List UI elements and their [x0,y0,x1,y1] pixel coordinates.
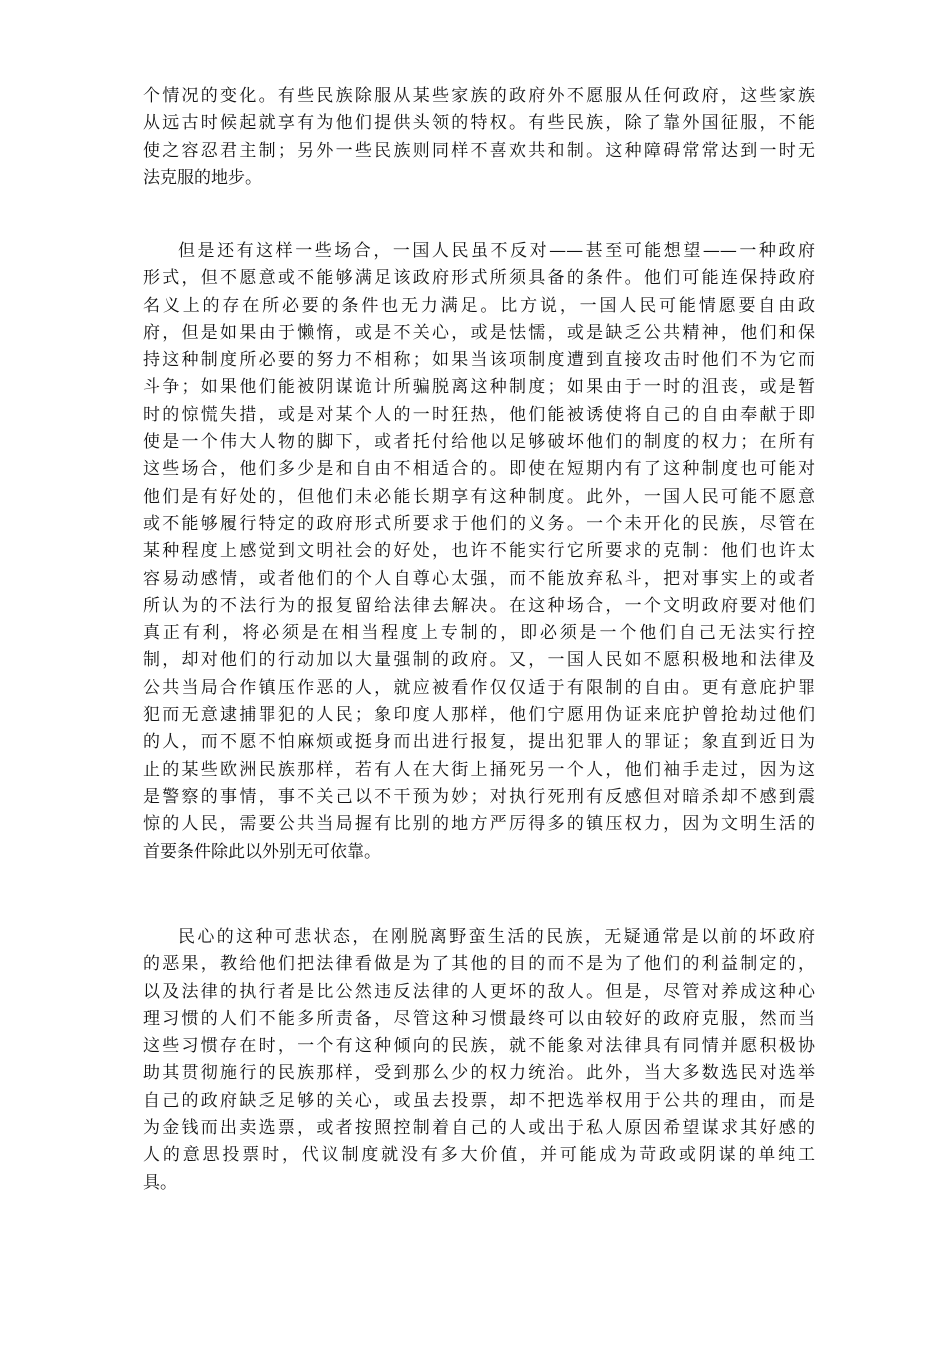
text-line: 以及法律的执行者是比公然违反法律的人更坏的敌人。但是，尽管对养成这种心 [143,981,815,1002]
text-line: 名义上的存在所必要的条件也无力满足。比方说，一国人民可能情愿要自由政 [143,295,815,316]
text-line: 从远古时候起就享有为他们提供头领的特权。有些民族，除了靠外国征服，不能 [143,113,815,134]
paragraph-1 [143,83,815,192]
paragraph-2 [143,238,815,866]
text-line: 持这种制度所必要的努力不相称；如果当该项制度遭到直接攻击时他们不为它而 [143,350,815,371]
text-line: 公共当局合作镇压作恶的人，就应被看作仅仅适于有限制的自由。更有意庇护罪 [143,677,815,698]
text-line: 使之容忍君主制；另外一些民族则同样不喜欢共和制。这种障碍常常达到一时无 [143,140,815,161]
text-line: 首要条件除此以外别无可依靠。 [143,841,381,862]
text-line: 惊的人民，需要公共当局握有比别的地方严厉得多的镇压权力，因为文明生活的 [143,814,815,835]
text-line: 民心的这种可悲状态，在刚脱离野蛮生活的民族，无疑通常是以前的坏政府 [178,927,815,947]
text-line: 时的惊慌失措，或是对某个人的一时狂热，他们能被诱使将自己的自由奉献于即 [143,404,815,425]
text-line: 所认为的不法行为的报复留给法律去解决。在这种场合，一个文明政府要对他们 [143,595,815,616]
text-line: 止的某些欧洲民族那样，若有人在大街上捅死另一个人，他们袖手走过，因为这 [143,759,815,780]
text-line: 为金钱而出卖选票，或者按照控制着自己的人或出于私人原因希望谋求其好感的 [143,1118,815,1139]
text-line: 犯而无意逮捕罪犯的人民；象印度人那样，他们宁愿用伪证来庇护曾抢劫过他们 [143,705,815,726]
text-line: 府，但是如果由于懒惰，或是不关心，或是怯懦，或是缺乏公共精神，他们和保 [143,322,815,343]
text-line: 某种程度上感觉到文明社会的好处，也许不能实行它所要求的克制：他们也许太 [143,541,815,562]
paragraph-3 [143,924,815,1197]
text-line: 的人，而不愿不怕麻烦或挺身而出进行报复，提出犯罪人的罪证；象直到近日为 [143,732,815,753]
text-line: 形式，但不愿意或不能够满足该政府形式所须具备的条件。他们可能连保持政府 [143,268,815,289]
text-line: 但是还有这样一些场合，一国人民虽不反对——甚至可能想望——一种政府 [178,241,815,261]
text-line: 具。 [143,1172,177,1193]
text-line: 使是一个伟大人物的脚下，或者托付给他以足够破坏他们的制度的权力；在所有 [143,432,815,453]
text-line: 或不能够履行特定的政府形式所要求于他们的义务。一个未开化的民族，尽管在 [143,513,815,534]
text-line: 自己的政府缺乏足够的关心，或虽去投票，却不把选举权用于公共的理由，而是 [143,1090,815,1111]
text-line: 助其贯彻施行的民族那样，受到那么少的权力统治。此外，当大多数选民对选举 [143,1063,815,1084]
text-line: 斗争；如果他们能被阴谋诡计所骗脱离这种制度；如果由于一时的沮丧，或是暂 [143,377,815,398]
text-line: 理习惯的人们不能多所责备，尽管这种习惯最终可以由较好的政府克服，然而当 [143,1008,815,1029]
text-line: 法克服的地步。 [143,167,262,188]
text-line: 这些习惯存在时，一个有这种倾向的民族，就不能象对法律具有同情并愿积极协 [143,1036,815,1057]
text-line: 个情况的变化。有些民族除服从某些家族的政府外不愿服从任何政府，这些家族 [143,86,815,106]
text-line: 真正有利，将必须是在相当程度上专制的，即必须是一个他们自己无法实行控 [143,623,815,644]
text-line: 人的意思投票时，代议制度就没有多大价值，并可能成为苛政或阴谋的单纯工 [143,1145,815,1166]
text-line: 容易动感情，或者他们的个人自尊心太强，而不能放弃私斗，把对事实上的或者 [143,568,815,589]
text-line: 制，却对他们的行动加以大量强制的政府。又，一国人民如不愿积极地和法律及 [143,650,815,671]
text-line: 的恶果，教给他们把法律看做是为了其他的目的而不是为了他们的利益制定的， [143,954,815,975]
text-line: 是警察的事情，事不关己以不干预为妙；对执行死刑有反感但对暗杀却不感到震 [143,786,815,807]
text-line: 这些场合，他们多少是和自由不相适合的。即使在短期内有了这种制度也可能对 [143,459,815,480]
text-line: 他们是有好处的，但他们未必能长期享有这种制度。此外，一国人民可能不愿意 [143,486,815,507]
